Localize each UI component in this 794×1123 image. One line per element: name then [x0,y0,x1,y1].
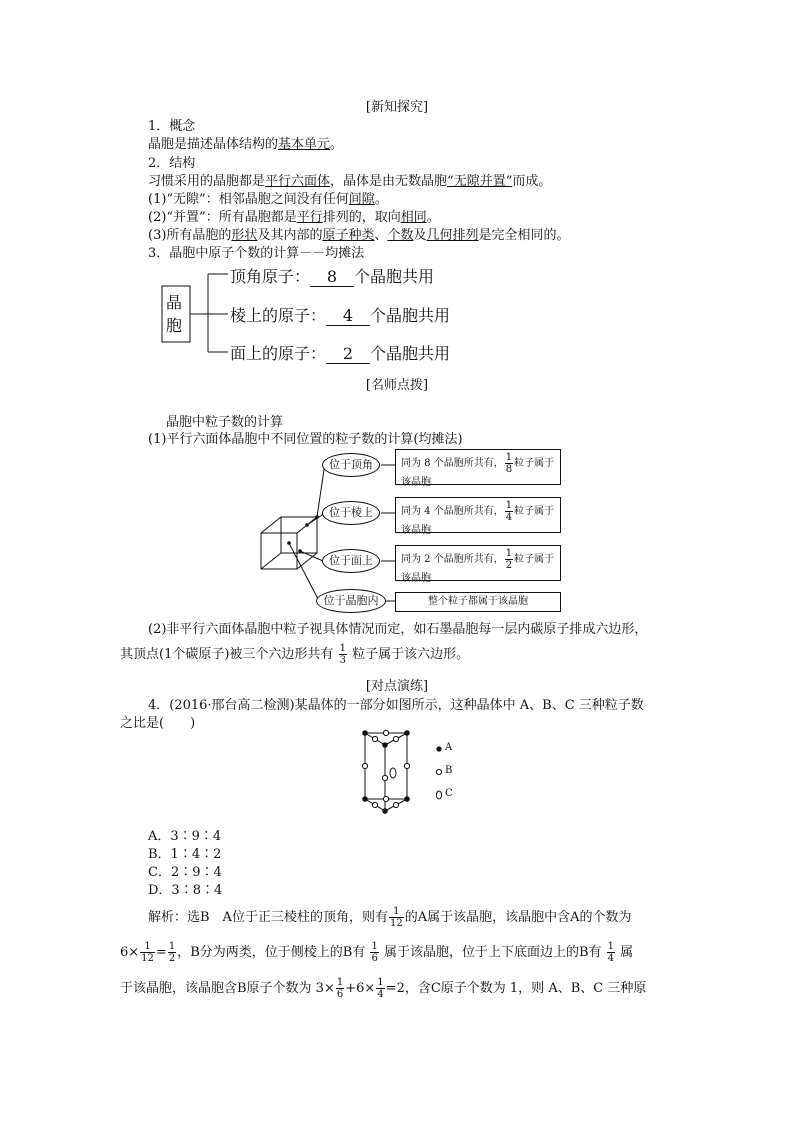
structure-line-2: (1)“无隙”：相邻晶胞之间没有任何间隙。 [148,192,388,207]
section-new-knowledge: [新知探究] [365,100,429,115]
box-vertex: 同为 8 个晶胞所共有， $\frac{1}{8}$ 粒子属于 该晶胞 [395,449,561,485]
option-b: B．1∶4∶2 [148,847,222,862]
legend-a: A [445,742,453,753]
question-line-1: 4．(2016·邢台高二检测)某晶体的一部分如图所示，这种晶体中 A、B、C 三种粒子数 [148,698,644,713]
structure-line-3: (2)“并置”：所有晶胞都是平行排列的，取向相同。 [148,210,440,225]
option-c: C．2∶9∶4 [148,865,222,880]
solution-line-1: 解析：选B A位于正三棱柱的顶角，则有 $\frac{1}{12}$ 的A属于该晶胞，该晶胞中含A的个数为 [148,906,632,929]
section-teacher-tips: [名师点拨] [365,378,429,393]
oval-inside: 位于晶胞内 [316,589,386,613]
cell-char-1: 晶 [166,293,183,312]
box-face: 同为 2 个晶胞所共有， $\frac{1}{2}$ 粒子属于 该晶胞 [395,545,561,581]
box-edge: 同为 4 个晶胞所共有， $\frac{1}{4}$ 粒子属于 该晶胞 [395,497,561,533]
oval-vertex: 位于顶角 [322,453,380,477]
edge-row: 棱上的原子： 4 个晶胞共用 [230,306,451,325]
particle-sub-2-line-1: (2)非平行六面体晶胞中粒子视具体情况而定，如石墨晶胞每一层内碳原子排成六边形， [148,622,648,637]
concept-heading: 1．概念 [148,119,196,134]
face-row: 面上的原子： 2 个晶胞共用 [230,344,451,363]
option-a: A．3∶9∶4 [148,829,222,844]
solution-line-2: 6× $\frac{1}{12}$ = $\frac{1}{2}$ ，B分为两类，位于侧棱上的B有 $\frac{1}{6}$ 属于该晶胞，位于上下底面边上的B有 $\frac{1}{4}$ 属 [120,941,634,964]
oval-face: 位于面上 [322,549,380,573]
concept-line: 晶胞是描述晶体结构的基本单元。 [148,137,344,152]
box-inside: 整个粒子都属于该晶胞 [395,592,561,612]
structure-line-1: 习惯采用的晶胞都是平行六面体，晶体是由无数晶胞“无隙并置”而成。 [148,174,552,189]
solution-line-3: 于该晶胞，该晶胞含B原子个数为 3× $\frac{1}{6}$ +6× $\frac{1}{4}$ =2，含C原子个数为 1，则 A、B、C 三种原 [120,977,647,1000]
count-heading: 3．晶胞中原子个数的计算－－均摊法 [148,246,365,261]
legend-b: B [445,765,453,776]
particle-sub-2-line-2: 其顶点(1个碳原子)被三个六边形共有 $\frac{1}{3}$ 粒子属于该六边形。 [120,643,470,666]
cell-char-2: 胞 [166,316,183,335]
particle-sub-1: (1)平行六面体晶胞中不同位置的粒子数的计算(均摊法) [148,432,463,447]
legend-c: C [445,788,453,799]
vertex-row: 顶角原子： 8 个晶胞共用 [230,267,435,286]
particle-heading: 晶胞中粒子数的计算 [166,415,284,430]
oval-edge: 位于棱上 [322,501,380,525]
structure-heading: 2．结构 [148,156,196,171]
question-line-2: 之比是( ) [120,716,196,731]
option-d: D．3∶8∶4 [148,883,223,898]
section-practice: [对点演练] [365,679,429,694]
structure-line-4: (3)所有晶胞的形状及其内部的原子种类、个数及几何排列是完全相同的。 [148,228,570,243]
